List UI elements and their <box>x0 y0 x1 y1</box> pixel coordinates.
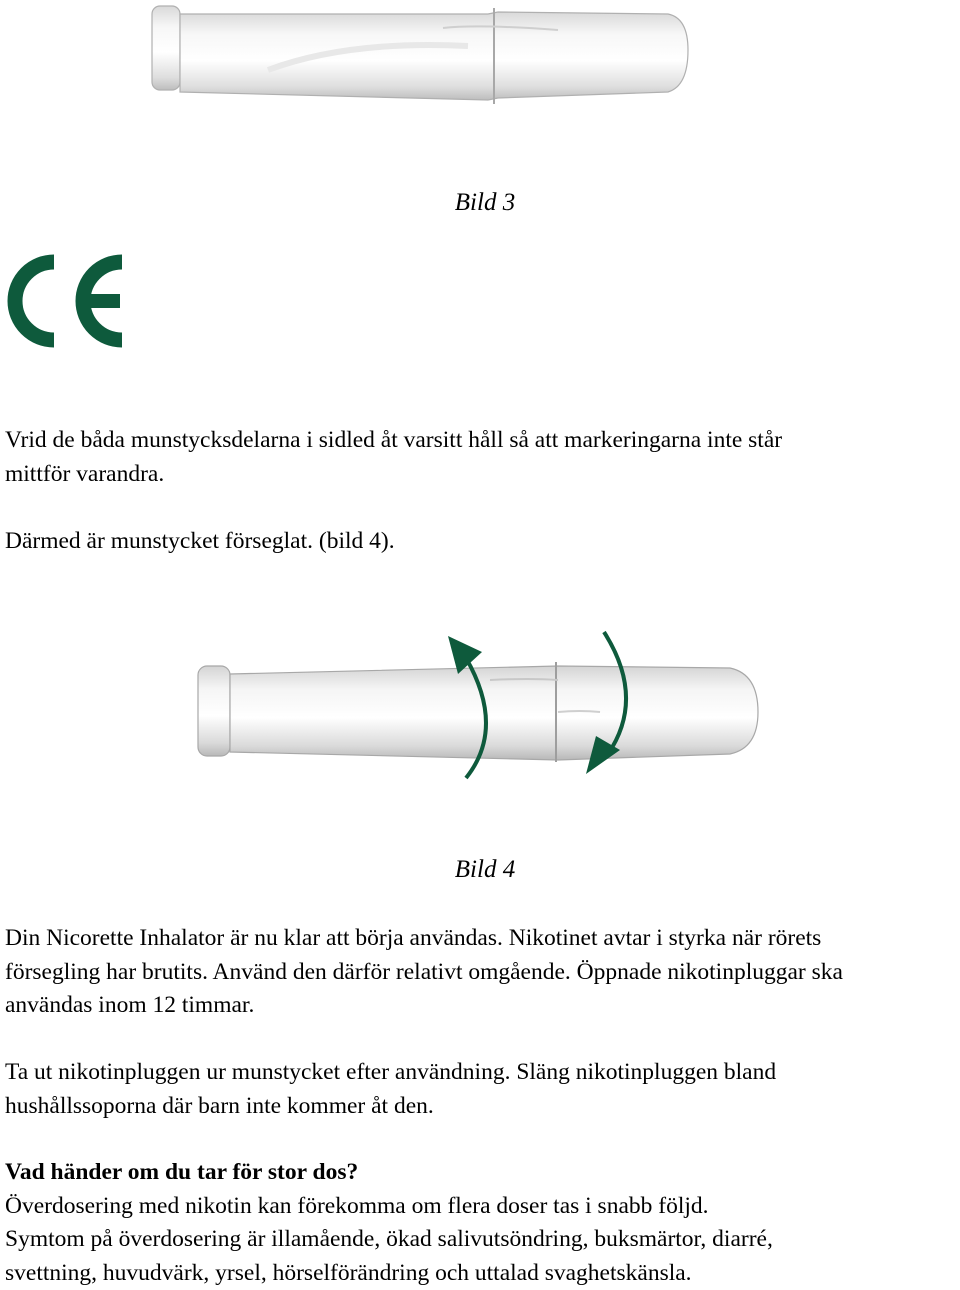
instruction-paragraph-3 <box>5 922 960 1023</box>
inhaler-illustration-top <box>148 0 693 108</box>
section-heading: Vad händer om du tar för stor dos? <box>5 1156 960 1190</box>
figure-caption-bild4: Bild 4 <box>0 855 960 885</box>
inhaler-rotation-illustration <box>190 628 765 783</box>
text-line: hushållssoporna där barn inte kommer åt den. <box>5 1090 960 1124</box>
text-line: Symtom på överdosering är illamående, ökad salivutsöndring, buksmärtor, diarré, <box>5 1223 960 1257</box>
instruction-paragraph-4 <box>5 1056 960 1123</box>
text-line: Vrid de båda munstycksdelarna i sidled åt varsitt håll så att markeringarna inte står <box>5 424 960 458</box>
figure-caption-bild3: Bild 3 <box>0 188 960 218</box>
text-line: svettning, huvudvärk, yrsel, hörselförändring och uttalad svaghetskänsla. <box>5 1257 960 1290</box>
text-line: Din Nicorette Inhalator är nu klar att börja användas. Nikotinet avtar i styrka när rörets <box>5 922 960 956</box>
text-line: Ta ut nikotinpluggen ur munstycket efter användning. Släng nikotinpluggen bland <box>5 1056 960 1090</box>
text-line: användas inom 12 timmar. <box>5 989 960 1023</box>
instruction-paragraph-1 <box>5 424 960 491</box>
text-line: Därmed är munstycket förseglat. (bild 4). <box>5 525 960 559</box>
instruction-paragraph-2 <box>5 525 960 559</box>
text-line: Överdosering med nikotin kan förekomma om flera doser tas i snabb följd. <box>5 1190 960 1224</box>
overdose-section <box>5 1156 960 1290</box>
text-line: försegling har brutits. Använd den därför relativt omgående. Öppnade nikotinpluggar ska <box>5 956 960 990</box>
ce-mark-logo <box>4 252 128 350</box>
text-line: mittför varandra. <box>5 458 960 492</box>
